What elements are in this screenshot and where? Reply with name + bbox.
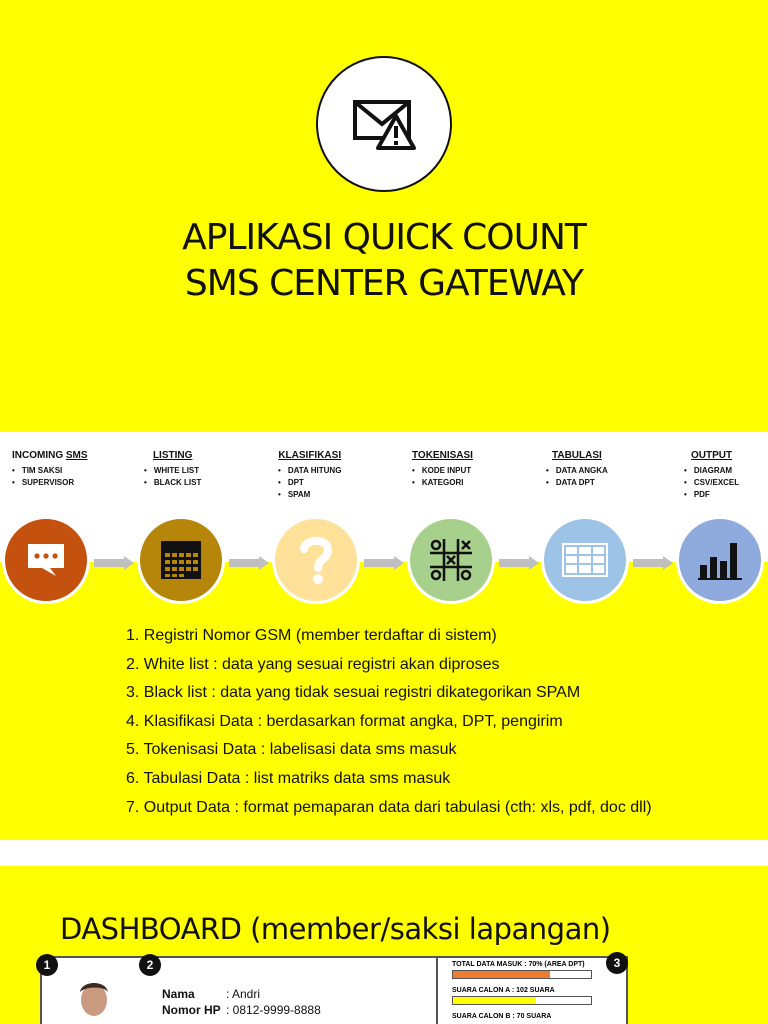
step-item: • CSV/EXCEL	[684, 477, 739, 489]
logo-circle	[316, 56, 452, 192]
step-item: • DATA ANGKA	[546, 465, 608, 477]
progress-bar	[452, 970, 592, 979]
hp-label: Nomor HP	[162, 1003, 221, 1017]
step-tabulasi	[546, 450, 608, 489]
step-title: TABULASI	[552, 450, 602, 461]
info-row-hp	[162, 1002, 321, 1018]
table-icon	[562, 543, 608, 577]
step-klasifikasi	[278, 450, 341, 501]
nama-value: : Andri	[226, 987, 261, 1001]
step-output	[684, 450, 739, 501]
step-item: • SPAM	[278, 489, 341, 501]
title-line-1: APLIKASI QUICK COUNT	[182, 217, 586, 258]
step-title: TOKENISASI	[412, 450, 473, 461]
question-icon	[298, 535, 334, 585]
badge-1: 1	[36, 954, 58, 976]
step-item: • SUPERVISOR	[12, 477, 88, 489]
step-item: • DATA DPT	[546, 477, 608, 489]
process-slide	[0, 432, 768, 840]
info-row-nama	[162, 986, 321, 1002]
stat-label: TOTAL DATA MASUK : 70% (AREA DPT)	[452, 961, 585, 968]
arrow-icon	[94, 556, 134, 570]
list-item: 4. Klasifikasi Data : berdasarkan format angka, DPT, pengirim	[126, 712, 563, 730]
hp-value: : 0812-9999-8888	[226, 1003, 321, 1017]
progress-fill	[453, 997, 536, 1004]
list-item: 6. Tabulasi Data : list matriks data sms masuk	[126, 769, 451, 787]
step-item: • DPT	[278, 477, 341, 489]
dashboard-title: DASHBOARD (member/saksi lapangan)	[60, 912, 611, 946]
chat-bubble-icon	[24, 540, 68, 580]
stat-label: SUARA CALON A : 102 SUARA	[452, 987, 555, 994]
step-title: INCOMING SMS	[12, 450, 88, 461]
step-item: • DATA HITUNG	[278, 465, 341, 477]
list-item: 2. White list : data yang sesuai registri akan diproses	[126, 655, 500, 673]
step-title: KLASIFIKASI	[278, 450, 342, 461]
mail-warning-icon	[352, 96, 416, 152]
step-title: LISTING	[152, 450, 193, 461]
progress-bar	[452, 996, 592, 1005]
main-title	[0, 215, 768, 307]
tic-tac-toe-icon	[428, 537, 474, 583]
tokenisasi-circle	[407, 516, 495, 604]
klasifikasi-circle	[272, 516, 360, 604]
step-item: • PDF	[684, 489, 739, 501]
stats-panel	[436, 956, 626, 1024]
list-item: 1. Registri Nomor GSM (member terdaftar di sistem)	[126, 627, 497, 644]
arrow-icon	[499, 556, 539, 570]
progress-fill	[453, 971, 550, 978]
arrow-icon	[229, 556, 269, 570]
incoming-sms-circle	[2, 516, 90, 604]
step-title: OUTPUT	[691, 450, 733, 461]
member-info	[162, 986, 321, 1018]
step-listing	[144, 450, 201, 489]
title-slide	[0, 0, 768, 432]
step-tokenisasi	[412, 450, 473, 489]
process-list	[126, 622, 652, 822]
output-circle	[676, 516, 764, 604]
title-line-2: SMS CENTER GATEWAY	[184, 263, 584, 304]
badge-3: 3	[606, 952, 628, 974]
step-item: • TIM SAKSI	[12, 465, 88, 477]
step-item: • BLACK LIST	[144, 477, 201, 489]
calendar-icon	[160, 540, 202, 580]
arrow-icon	[633, 556, 673, 570]
step-item: • KATEGORI	[412, 477, 473, 489]
list-item: 5. Tokenisasi Data : labelisasi data sms masuk	[126, 741, 457, 759]
nama-label: Nama	[162, 987, 195, 1001]
step-item: • KODE INPUT	[412, 465, 473, 477]
arrow-icon	[364, 556, 404, 570]
step-item: • DIAGRAM	[684, 465, 739, 477]
step-item: • WHITE LIST	[144, 465, 201, 477]
list-item: 3. Black list : data yang tidak sesuai registri dikategorikan SPAM	[126, 684, 581, 702]
avatar	[56, 976, 136, 1024]
step-incoming-sms	[12, 450, 88, 489]
list-item: 7. Output Data : format pemaparan data dari tabulasi (cth: xls, pdf, doc dll)	[126, 798, 652, 816]
dashboard-slide	[0, 866, 768, 1024]
stat-label: SUARA CALON B : 70 SUARA	[452, 1013, 552, 1020]
badge-2: 2	[139, 954, 161, 976]
tabulasi-circle	[541, 516, 629, 604]
bar-chart-icon	[696, 539, 744, 581]
listing-circle	[137, 516, 225, 604]
